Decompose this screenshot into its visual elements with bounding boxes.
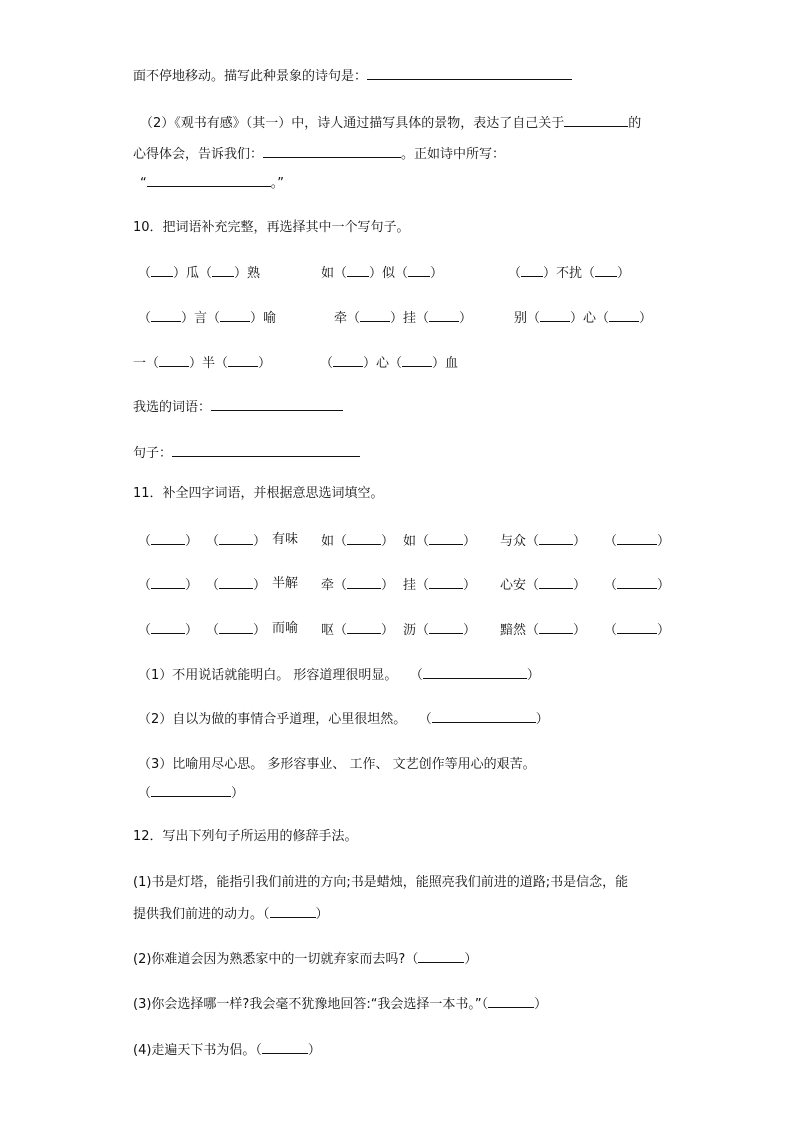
paren: ） [381,578,395,593]
paren: ） [258,356,272,371]
answer-blank[interactable] [539,619,573,634]
answer-blank[interactable] [617,574,657,589]
word-part: 挂（ [403,578,430,593]
q11-item2 [138,708,549,730]
q11-row1 [138,530,198,552]
answer-blank[interactable] [488,993,534,1008]
word-part: 而喻 [272,621,299,636]
answer-blank[interactable] [539,530,573,545]
q10-row1-b [321,262,443,284]
answer-blank[interactable] [617,530,657,545]
word-part: ）喻 [250,311,277,326]
answer-blank[interactable] [408,262,430,277]
q9-line2-text: （2）《观书有感》（其一）中，诗人通过描写具体的景物，表达了自己关于 [140,116,565,131]
answer-blank[interactable] [617,619,657,634]
answer-blank[interactable] [228,352,258,367]
q12-s4-text: (4)走遍天下书为侣。（ [133,1043,262,1058]
q9-line4 [140,172,284,194]
paren: ） [185,623,199,638]
answer-blank[interactable] [432,708,536,723]
word-part: 与众（ [500,534,540,549]
paren: ） [534,997,548,1012]
paren: ） [381,534,395,549]
paren: ） [573,534,587,549]
word-part: ）心（ [570,311,610,326]
word-part: ）血 [432,356,459,371]
answer-blank[interactable] [564,112,628,127]
answer-blank[interactable] [402,352,432,367]
answer-blank[interactable] [151,619,185,634]
paren: ） [573,623,587,638]
q10-chosen [133,396,343,418]
word-part: 如（ [403,534,430,549]
q11-row2-d [403,574,476,596]
answer-blank[interactable] [423,664,527,679]
paren: ） [463,623,477,638]
paren: （ [206,534,220,549]
paren: ） [657,623,671,638]
q11-row1-e [500,530,586,552]
answer-blank[interactable] [151,782,231,797]
q11-row3-b [206,619,266,641]
answer-blank[interactable] [151,262,173,277]
close-quote: 。” [270,176,284,191]
q10-title: 10．把词语补充完整，再选择其中一个写句子。 [133,220,410,235]
answer-blank[interactable] [429,307,459,322]
paren: （ [138,266,152,281]
paren: ） [463,534,477,549]
answer-blank[interactable] [270,903,316,918]
answer-blank[interactable] [360,307,390,322]
word-part: 沥（ [403,623,430,638]
answer-blank[interactable] [595,262,617,277]
q10-row1 [138,262,260,284]
word-part: ）心（ [363,356,403,371]
q10-sentence [133,442,360,464]
q9-line1-text: 面不停地移动。描写此种景象的诗句是： [133,69,368,84]
paren: （ [206,623,220,638]
q11-item3-answer [138,782,244,804]
answer-blank[interactable] [609,307,639,322]
q11-row2-e [500,574,586,596]
q11-item2-text: （2）自以为做的事情合乎道理，心里很坦然。 [138,712,407,727]
paren: （ [138,786,152,801]
q11-item3: （3）比喻用尽心思。 多形容事业、 工作、 文艺创作等用心的艰苦。 [138,757,536,772]
q10-row2-b [334,307,472,329]
paren: ） [639,311,653,326]
q10-row3 [133,352,271,374]
q11-row3-c [321,619,394,641]
answer-blank[interactable] [429,619,463,634]
answer-blank[interactable] [429,574,463,589]
q9-line3-suffix: 。正如诗中所写： [401,147,506,162]
answer-blank[interactable] [347,262,369,277]
word-part: 呕（ [321,623,348,638]
paren: （ [508,266,522,281]
paren: （ [138,311,152,326]
q12-title: 12．写出下列句子所运用的修辞手法。 [133,829,358,844]
q11-row1-f [604,530,670,552]
paren: ） [315,907,329,922]
q11-item1-text: （1）不用说话就能明白。 形容道理很明显。 [138,668,398,683]
word-part: ）瓜（ [173,266,213,281]
paren: ） [573,578,587,593]
q11-item1 [138,664,540,686]
answer-blank[interactable] [429,530,463,545]
paren: ） [535,712,549,727]
word-part: 如（ [321,534,348,549]
q12-s3 [133,993,547,1015]
paren: ） [657,578,671,593]
q10-row2-c [514,307,652,329]
word-part: 心安（ [500,578,540,593]
answer-blank[interactable] [159,352,189,367]
q11-row3-d [403,619,476,641]
paren: ） [185,578,199,593]
paren: ） [307,1043,321,1058]
paren: ） [231,786,245,801]
q11-title: 11．补全四字词语，并根据意思选词填空。 [133,486,384,501]
paren: （ [418,712,432,727]
q11-row2-c [321,574,394,596]
word-part: ）不扰（ [543,266,596,281]
q11-row3-f [604,619,670,641]
answer-blank[interactable] [418,948,464,963]
paren: ） [430,266,444,281]
paren: ） [253,578,267,593]
word-part: 一（ [133,356,160,371]
answer-blank[interactable] [540,307,570,322]
q12-s2-text: (2)你难道会因为熟悉家中的一切就弃家而去吗?（ [133,952,419,967]
answer-blank[interactable] [151,574,185,589]
q11-row2-f [604,574,670,596]
q11-row2 [138,574,198,596]
q9-line2 [140,112,641,134]
paren: （ [409,668,423,683]
q9-line1 [133,65,572,87]
paren: ） [526,668,540,683]
paren: ） [463,578,477,593]
q12-s2 [133,948,477,970]
answer-blank[interactable] [347,530,381,545]
chosen-word-label: 我选的词语： [133,400,212,415]
paren: （ [138,623,152,638]
q10-row2 [138,307,276,329]
paren: ） [253,623,267,638]
word-part: ）似（ [369,266,409,281]
q12-s1-line2 [133,903,329,925]
paren: （ [604,578,618,593]
open-quote: “ [140,176,147,191]
answer-blank[interactable] [219,574,253,589]
q11-row3 [138,619,198,641]
word-part: 牵（ [334,311,361,326]
paren: ） [617,266,631,281]
word-part: ）熟 [234,266,261,281]
paren: ） [381,623,395,638]
q9-line2-suffix: 的 [628,116,642,131]
paren: ） [185,534,199,549]
q12-s4 [133,1039,321,1061]
answer-blank[interactable] [219,530,253,545]
q11-row2-b [206,574,266,596]
chosen-word-blank[interactable] [211,396,343,411]
paren: （ [138,534,152,549]
q11-row1-b [206,530,266,552]
answer-blank[interactable] [220,307,250,322]
answer-blank[interactable] [262,1039,308,1054]
q10-row1-c [508,262,630,284]
paren: （ [138,578,152,593]
q10-row3-b [320,352,458,374]
q9-line3 [133,143,505,165]
answer-blank[interactable] [219,619,253,634]
word-part: ）言（ [181,311,221,326]
paren: （ [206,578,220,593]
answer-blank[interactable] [151,307,181,322]
word-part: ）挂（ [390,311,430,326]
answer-blank[interactable] [347,574,381,589]
word-part: 如（ [321,266,348,281]
q9-line3-text: 心得体会，告诉我们： [133,147,264,162]
q11-row1-d [403,530,476,552]
q12-s3-text: (3)你会选择哪一样?我会毫不犹豫地回答:“我会选择一本书。”（ [133,997,489,1012]
answer-blank[interactable] [151,530,185,545]
answer-blank[interactable] [212,262,234,277]
answer-blank[interactable] [263,143,401,158]
answer-blank[interactable] [147,172,271,187]
sentence-label: 句子： [133,446,173,461]
word-part: 有味 [272,532,299,547]
q11-row3-e [500,619,586,641]
word-part: 别（ [514,311,541,326]
sentence-blank[interactable] [172,442,360,457]
word-part: 牵（ [321,578,348,593]
q11-row1-c [321,530,394,552]
answer-blank[interactable] [367,65,572,80]
answer-blank[interactable] [333,352,363,367]
paren: ） [657,534,671,549]
q12-s1-line1: (1)书是灯塔，能指引我们前进的方向;书是蜡烛，能照亮我们前进的道路;书是信念，能 [133,875,629,890]
paren: ） [459,311,473,326]
paren: （ [604,623,618,638]
q12-s1-text: 提供我们前进的动力。（ [133,907,270,922]
paren: ） [253,534,267,549]
paren: （ [604,534,618,549]
word-part: ）半（ [189,356,229,371]
word-part: 半解 [272,576,299,591]
paren: ） [464,952,478,967]
answer-blank[interactable] [539,574,573,589]
answer-blank[interactable] [347,619,381,634]
word-part: 黯然（ [500,623,540,638]
answer-blank[interactable] [521,262,543,277]
paren: （ [320,356,334,371]
